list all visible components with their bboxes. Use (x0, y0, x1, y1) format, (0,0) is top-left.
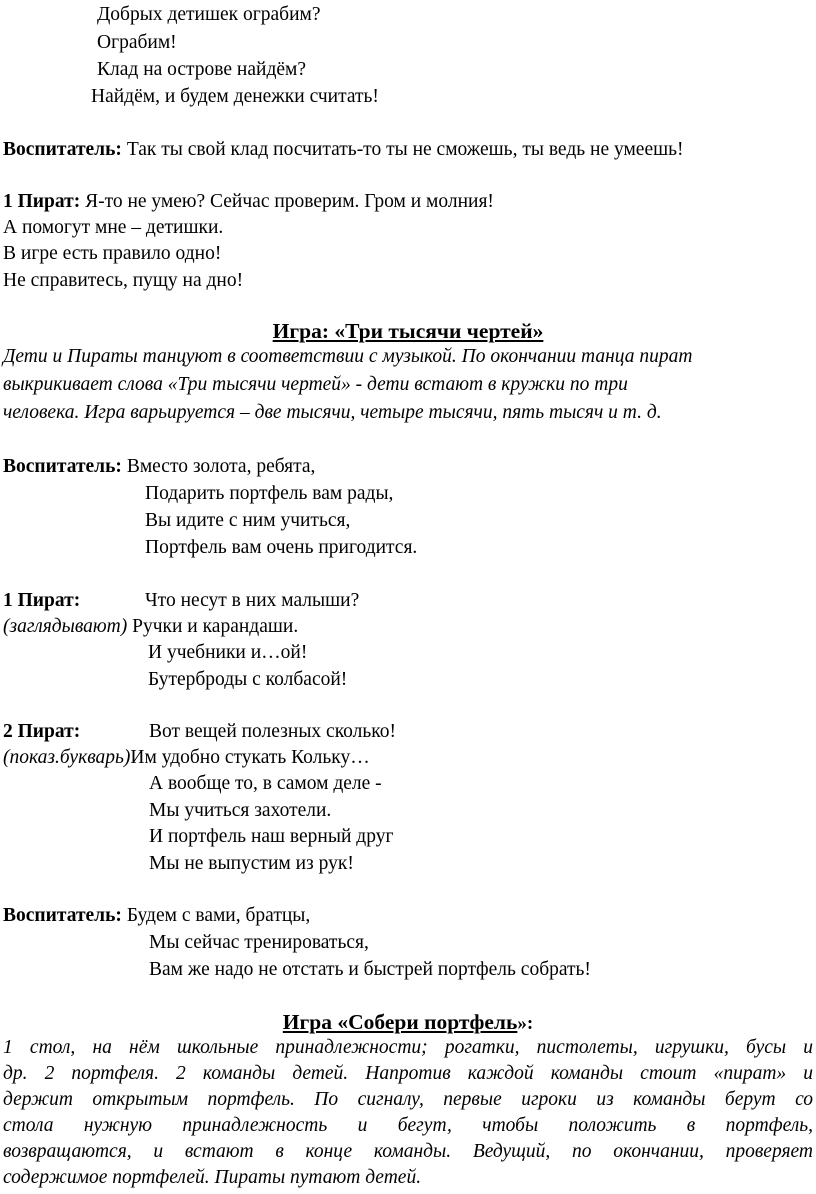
dialogue-text: Ручки и карандаши. (127, 616, 299, 637)
speaker-label: Воспитатель: (3, 456, 122, 477)
game-description-line: выкрикивает слова «Три тысячи чертей» - дети встают в кружки по три (3, 374, 628, 395)
verse-line: Найдём, и будем денежки считать! (91, 86, 379, 107)
game-description-line: человека. Игра варьируется – две тысячи, четыре тысячи, пять тысяч и т. д. (3, 402, 662, 423)
dialogue-text: Я-то не умею? Сейчас проверим. Гром и молния! (80, 191, 494, 212)
dialogue-line (3, 189, 494, 215)
game-description-line: др. 2 портфеля. 2 команды детей. Напротив каждой команды стоит «пират» и (3, 1063, 813, 1084)
dialogue-line: Портфель вам очень пригодится. (145, 537, 418, 558)
game-title-tail: »: (517, 1013, 534, 1034)
dialogue-text: Им удобно стукать Кольку… (130, 747, 370, 768)
dialogue-line: Мы не выпустим из рук! (149, 853, 354, 874)
dialogue-line: Вам же надо не отстать и быстрей портфель собрать! (149, 959, 591, 980)
speaker-label: 1 Пират: (3, 590, 81, 611)
game-title (0, 1009, 816, 1037)
speaker-label: 2 Пират: (3, 721, 81, 742)
verse-line: Клад на острове найдём? (97, 59, 307, 80)
stage-direction: (заглядывают) (3, 616, 128, 637)
dialogue-line (3, 137, 684, 163)
verse-line: Добрых детишек ограбим? (97, 4, 321, 25)
dialogue-line (3, 745, 370, 771)
game-description-line: 1 стол, на нём школьные принадлежности; рогатки, пистолеты, игрушки, бусы и (3, 1037, 813, 1058)
dialogue-line (3, 588, 359, 614)
dialogue-text: Что несут в них малыши? (145, 590, 360, 611)
speaker-label: 1 Пират: (3, 191, 81, 212)
dialogue-line (3, 903, 310, 929)
dialogue-line: В игре есть правило одно! (3, 243, 222, 264)
dialogue-line: Мы сейчас тренироваться, (149, 932, 369, 953)
speaker-label: Воспитатель: (3, 139, 122, 160)
game-description-line: держит открытым портфель. По сигналу, первые игроки из команды берут со (3, 1089, 813, 1110)
game-title-text: Игра «Собери портфель (282, 1010, 518, 1034)
dialogue-line: А помогут мне – детишки. (3, 217, 224, 238)
dialogue-text: Будем с вами, братцы, (121, 905, 311, 926)
dialogue-line: Вы идите с ним учиться, (145, 510, 351, 531)
game-description-line: Дети и Пираты танцуют в соответствии с музыкой. По окончании танца пират (3, 346, 693, 367)
verse-line: Ограбим! (97, 32, 177, 53)
dialogue-line (3, 614, 298, 640)
game-description-line: содержимое портфелей. Пираты путают детей. (3, 1167, 422, 1188)
dialogue-line (3, 719, 396, 745)
dialogue-line: Мы учиться захотели. (149, 800, 332, 821)
dialogue-line (3, 454, 315, 480)
game-description-line: возвращаются, и встают в конце команды. Ведущий, по окончании, проверяет (3, 1141, 813, 1162)
stage-direction: (показ.букварь) (3, 747, 131, 768)
game-title: Игра: «Три тысячи чертей» (272, 319, 544, 343)
game-description-line: стола нужную принадлежность и бегут, чтобы положить в портфель, (3, 1115, 813, 1136)
dialogue-text: Так ты свой клад посчитать-то ты не сможешь, ты ведь не умеешь! (121, 139, 684, 160)
dialogue-line: А вообще то, в самом деле - (149, 773, 382, 794)
dialogue-text: Вот вещей полезных сколько! (149, 721, 397, 742)
dialogue-line: Подарить портфель вам рады, (145, 483, 394, 504)
dialogue-line: Не справитесь, пущу на дно! (3, 270, 244, 291)
dialogue-line: И учебники и…ой! (148, 642, 308, 663)
dialogue-line: И портфель наш верный друг (149, 826, 394, 847)
dialogue-line: Бутерброды с колбасой! (148, 669, 348, 690)
dialogue-text: Вместо золота, ребята, (121, 456, 316, 477)
speaker-label: Воспитатель: (3, 905, 122, 926)
